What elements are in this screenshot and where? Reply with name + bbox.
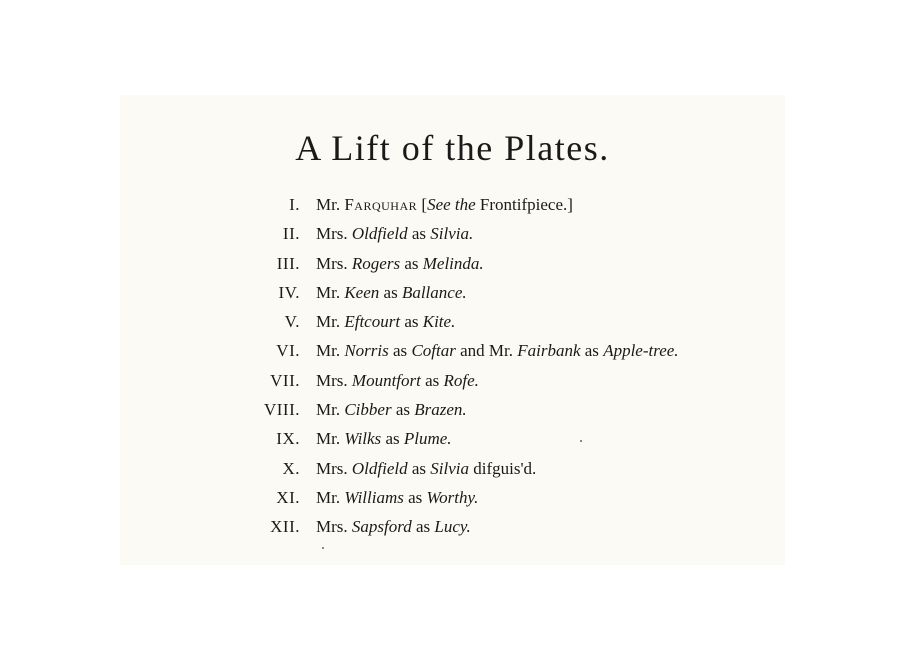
roman-text: [ (417, 195, 428, 214)
roman-text: as (407, 224, 431, 244)
plate-numeral: X. (282, 458, 300, 478)
plate-entry (0, 278, 909, 307)
plate-caption (316, 336, 679, 365)
plate-numeral: III. (276, 253, 300, 273)
italic-text: Fairbank (517, 341, 581, 361)
italic-text: Wilks (344, 429, 382, 449)
roman-text: as (400, 253, 423, 273)
roman-text: Frontifpiece.] (475, 195, 573, 214)
roman-text: as (388, 341, 412, 361)
plate-entry (0, 512, 909, 541)
roman-text: Mr. (316, 195, 345, 214)
italic-text: Sapsford (351, 517, 412, 537)
plate-caption (316, 219, 473, 248)
italic-text: See the (427, 195, 476, 214)
italic-text: Eftcourt (344, 312, 401, 332)
italic-text: Mountfort (351, 370, 421, 390)
italic-text: Oldfield (351, 458, 408, 478)
page-title: A Lift of the Plates. (295, 128, 610, 168)
plate-entry (0, 483, 909, 512)
italic-text: Rofe. (443, 370, 479, 390)
roman-text: Mrs. (316, 517, 352, 537)
roman-text: Mr. (316, 312, 345, 332)
roman-text: Mrs. (316, 370, 352, 390)
roman-text: Mrs. (316, 458, 352, 478)
roman-text: as (403, 487, 427, 507)
ink-speck (322, 547, 324, 549)
plate-entry (0, 249, 909, 278)
plate-numeral: VII. (270, 370, 300, 390)
roman-text: Mrs. (316, 224, 352, 244)
italic-text: Norris (344, 341, 389, 361)
roman-text: difguis'd. (469, 458, 537, 478)
italic-text: Apple-tree. (603, 341, 679, 361)
italic-text: Silvia (430, 458, 470, 478)
plate-caption (316, 366, 479, 395)
ink-speck (580, 440, 582, 442)
plate-list (0, 190, 909, 542)
plate-caption (316, 454, 536, 483)
plate-caption (316, 190, 573, 219)
plate-numeral: XI. (276, 487, 300, 507)
italic-text: Kite. (422, 312, 456, 332)
plate-caption (316, 483, 478, 512)
roman-text: as (381, 429, 404, 449)
plate-numeral: IX. (276, 429, 300, 449)
plate-caption (316, 424, 452, 453)
plate-caption (316, 512, 471, 541)
italic-text: Lucy. (434, 517, 471, 537)
roman-text: as (407, 458, 431, 478)
roman-text: Mr. (316, 429, 345, 449)
roman-text: as (379, 282, 402, 302)
plate-entry (0, 307, 909, 336)
italic-text: Melinda. (422, 253, 484, 273)
italic-text: Keen (344, 282, 380, 302)
roman-text: as (580, 341, 604, 361)
roman-text: and Mr. (455, 341, 518, 361)
italic-text: Cibber (344, 400, 392, 420)
roman-text: as (420, 370, 444, 390)
italic-text: Brazen. (414, 400, 467, 420)
plate-entry (0, 190, 909, 219)
italic-text: Silvia. (430, 224, 474, 244)
plate-numeral: XII. (270, 517, 300, 537)
italic-text: Worthy. (426, 487, 479, 507)
italic-text: Plume. (403, 429, 452, 449)
roman-text: as (391, 400, 415, 420)
italic-text: Coftar (411, 341, 456, 361)
plate-caption (316, 278, 467, 307)
roman-text: Mr. (316, 341, 345, 361)
plate-entry (0, 366, 909, 395)
italic-text: Ballance. (401, 282, 467, 302)
italic-text: Williams (344, 487, 404, 507)
plate-caption (316, 307, 455, 336)
plate-numeral: II. (282, 224, 300, 244)
roman-text: as (411, 517, 435, 537)
plate-entry (0, 424, 909, 453)
plate-entry (0, 219, 909, 248)
plate-numeral: VI. (276, 341, 300, 361)
plate-entry (0, 395, 909, 424)
roman-text: Mr. (316, 400, 345, 420)
plate-numeral: VIII. (263, 400, 300, 420)
roman-text: as (400, 312, 423, 332)
roman-text: Mr. (316, 487, 345, 507)
plate-caption (316, 395, 467, 424)
roman-text: Mrs. (316, 253, 352, 273)
plate-entry (0, 336, 909, 365)
plate-numeral: IV. (278, 282, 300, 302)
roman-text: Mr. (316, 282, 345, 302)
plate-caption (316, 249, 484, 278)
italic-text: Oldfield (351, 224, 408, 244)
plate-numeral: V. (284, 312, 300, 332)
italic-text: Rogers (351, 253, 401, 273)
small-caps-text: Farquhar (344, 195, 418, 214)
plate-entry (0, 454, 909, 483)
plate-numeral: I. (289, 195, 300, 214)
